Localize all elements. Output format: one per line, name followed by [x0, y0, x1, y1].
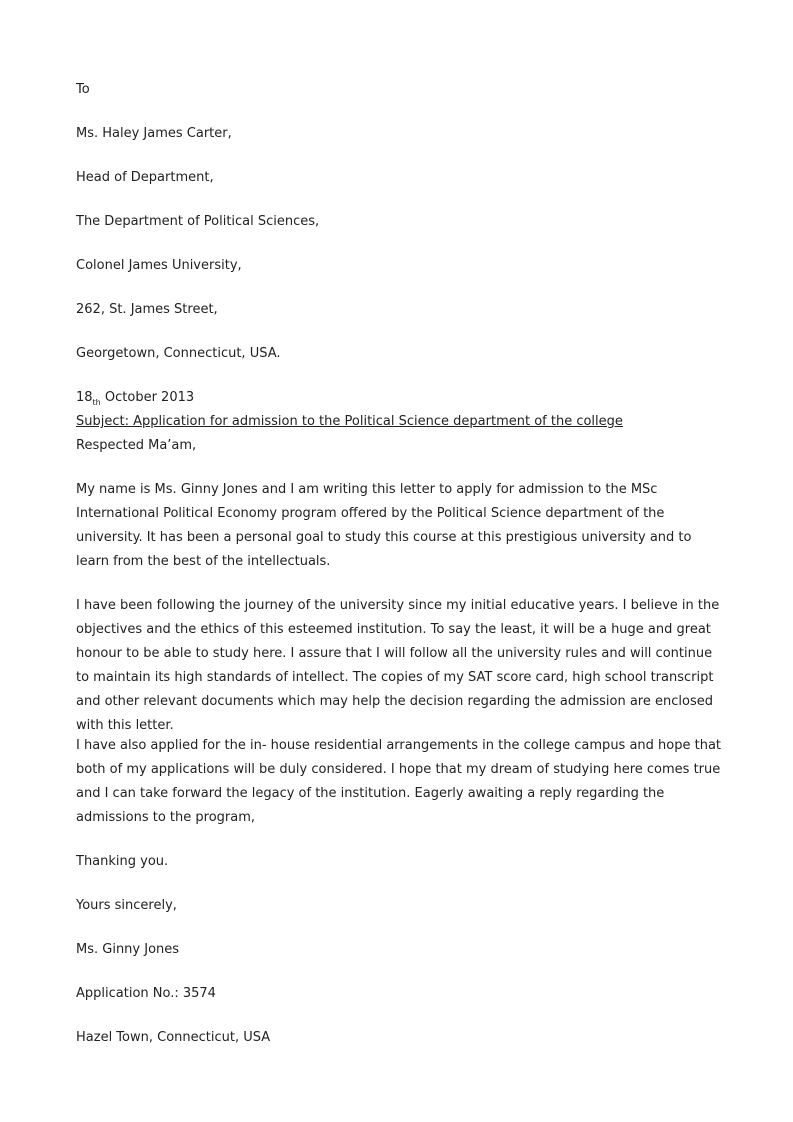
recipient-city: Georgetown, Connecticut, USA.: [76, 346, 281, 361]
greeting: Respected Ma’am,: [76, 438, 197, 453]
date-month-year: October 2013: [100, 390, 195, 405]
body-paragraph-2: I have been following the journey of the university since my initial educative years. I believe in the objectives and the ethics of this esteemed institution. To say the least, it will be a huge and great honour to be able to study here. I assure that I will follow all the university rules and will continue to maintain its high standards of intellect. The copies of my SAT score card, high school transcript and other relevant documents which may help the decision regarding the admission are enclosed with this letter.: [76, 598, 720, 733]
closing-line: Yours sincerely,: [76, 898, 177, 913]
letter-date: [76, 390, 194, 406]
sender-address: Hazel Town, Connecticut, USA: [76, 1030, 271, 1045]
application-number: Application No.: 3574: [76, 986, 216, 1001]
body-paragraph-1: My name is Ms. Ginny Jones and I am writing this letter to apply for admission to the MSc International Political Economy program offered by the Political Science department of the university. It has been a personal goal to study this course at this prestigious university and to learn from the best of the intellectuals.: [76, 482, 692, 569]
body-paragraph-3: I have also applied for the in- house residential arrangements in the college campus and hope that both of my applications will be duly considered. I hope that my dream of studying here comes true and I can take forward the legacy of the institution. Eagerly awaiting a reply regarding the admissions to the program,: [76, 738, 722, 825]
recipient-institution: Colonel James University,: [76, 258, 242, 273]
to-line: To: [76, 82, 90, 97]
subject-line: Subject: Application for admission to the Political Science department of the college: [76, 414, 623, 429]
thanks-line: Thanking you.: [76, 854, 169, 869]
recipient-name: Ms. Haley James Carter,: [76, 126, 232, 141]
sender-name: Ms. Ginny Jones: [76, 942, 180, 957]
recipient-street: 262, St. James Street,: [76, 302, 218, 317]
recipient-title: Head of Department,: [76, 170, 214, 185]
date-suffix: th: [92, 398, 101, 407]
date-day: 18: [76, 390, 93, 405]
recipient-department: The Department of Political Sciences,: [76, 214, 320, 229]
